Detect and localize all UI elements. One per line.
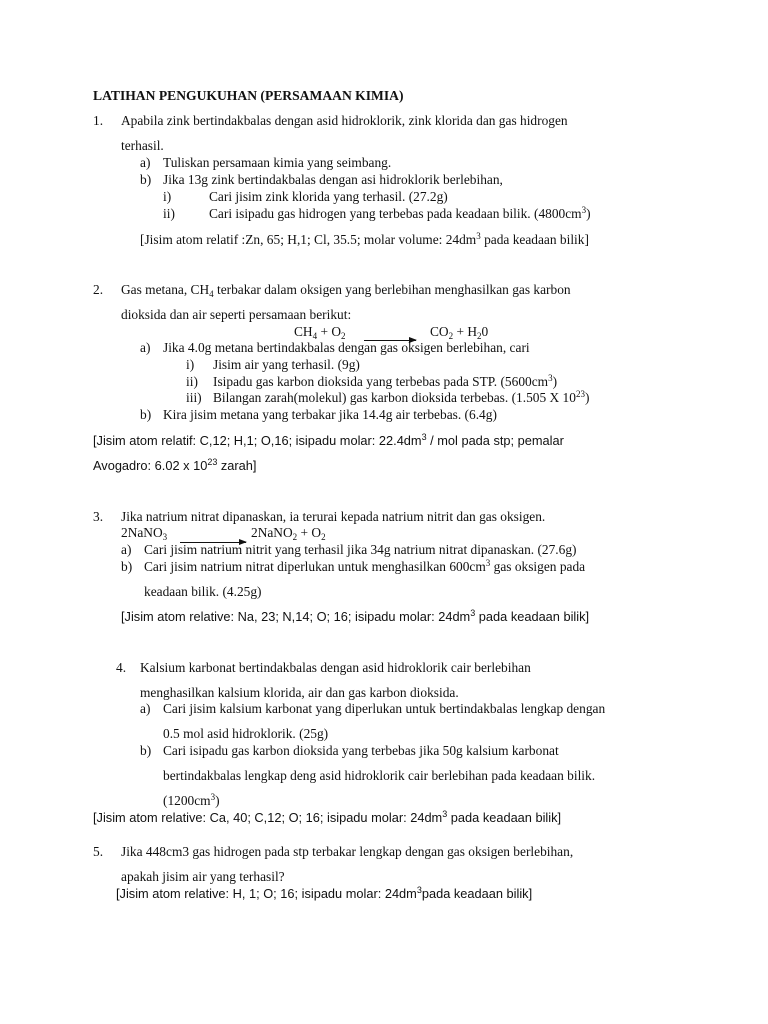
- subpart-label: i): [186, 357, 195, 372]
- equation-reactants: 2NaNO$_3$: [121, 525, 168, 542]
- subpart-label: iii): [186, 390, 202, 405]
- part-text: Cari jisim natrium nitrit yang terhasil jika 34g natrium nitrat dipanaskan. (27.6g): [144, 542, 577, 557]
- subpart-text: Cari jisim zink klorida yang terhasil. (27.2g): [209, 189, 448, 204]
- atomic-data: [Jisim atom relatif: C,12; H,1; O,16; isipadu molar: $22.4dm^3$ / mol pada stp; pemalar: [93, 432, 564, 448]
- question-text: dioksida dan air seperti persamaan berikut:: [121, 307, 352, 322]
- subpart-text: Jisim air yang terhasil. (9g): [213, 357, 360, 372]
- part-label: a): [140, 340, 151, 355]
- part-text: 0.5 mol asid hidroklorik. (25g): [163, 726, 329, 741]
- subpart-label: ii): [186, 374, 198, 389]
- question-text: Jika natrium nitrat dipanaskan, ia terurai kepada natrium nitrit dan gas oksigen.: [121, 509, 546, 524]
- part-label: a): [140, 155, 151, 170]
- question-text: terhasil.: [121, 138, 164, 153]
- part-label: b): [140, 407, 152, 422]
- subpart-label: ii): [163, 206, 175, 221]
- part-label: b): [140, 172, 152, 187]
- question-text: Gas metana, $CH_4$ terbakar dalam oksigen yang berlebihan menghasilkan gas karbon: [121, 282, 571, 299]
- question-text: menghasilkan kalsium klorida, air dan gas karbon dioksida.: [140, 685, 459, 700]
- question-number: 3.: [93, 509, 104, 524]
- atomic-data: [Jisim atom relative: H, 1; O; 16; isipadu molar: $24dm^3pada$ keadaan bilik]: [116, 885, 533, 901]
- subpart-text: Bilangan zarah(molekul) gas karbon dioksida terbebas. (1.505 X $10^{23}$): [213, 389, 590, 405]
- atomic-data: [Jisim atom relative: Ca, 40; C,12; O; 16; isipadu molar: $24dm^3$ pada keadaan bilik]: [93, 809, 562, 825]
- part-text: Cari jisim kalsium karbonat yang diperlukan untuk bertindakbalas lengkap dengan: [163, 701, 606, 716]
- atomic-data: [Jisim atom relatif :Zn, 65; H,1; Cl, 35.5; molar volume: $24dm^3$ pada keadaan bilik]: [140, 231, 589, 247]
- part-text: Cari jisim natrium nitrat diperlukan untuk menghasilkan $600cm^3$ gas oksigen pada: [144, 558, 586, 574]
- part-text: Jika 13g zink bertindakbalas dengan asi hidroklorik berlebihan,: [163, 172, 503, 187]
- question-text: Apabila zink bertindakbalas dengan asid hidroklorik, zink klorida dan gas hidrogen: [121, 113, 568, 128]
- part-label: a): [140, 701, 151, 716]
- part-text: Kira jisim metana yang terbakar jika 14.4g air terbebas. (6.4g): [163, 407, 497, 422]
- atomic-data: Avogadro: 6.02 x $10^{23}$ zarah]: [93, 457, 257, 473]
- part-label: b): [121, 559, 133, 574]
- subpart-label: i): [163, 189, 172, 204]
- equation-reactants: $CH_4 + O_2$: [294, 324, 346, 341]
- part-text: $(1200cm^3)$: [163, 792, 220, 808]
- subpart-text: Cari isipadu gas hidrogen yang terbebas pada keadaan bilik. $(4800cm^3)$: [209, 205, 591, 221]
- part-text: Cari isipadu gas karbon dioksida yang terbebas jika 50g kalsium karbonat: [163, 743, 559, 758]
- part-label: a): [121, 542, 132, 557]
- question-number: 4.: [116, 660, 127, 675]
- question-text: Kalsium karbonat bertindakbalas dengan asid hidroklorik cair berlebihan: [140, 660, 531, 675]
- question-number: 1.: [93, 113, 104, 128]
- question-text: Jika 448cm3 gas hidrogen pada stp terbakar lengkap dengan gas oksigen berlebihan,: [121, 844, 574, 859]
- question-number: 5.: [93, 844, 104, 859]
- equation-products: $CO_2 + H_20$: [430, 324, 489, 341]
- part-text: bertindakbalas lengkap deng asid hidroklorik cair berlebihan pada keadaan bilik.: [163, 768, 596, 783]
- question-text: apakah jisim air yang terhasil?: [121, 869, 285, 884]
- part-text: keadaan bilik. (4.25g): [144, 584, 262, 599]
- part-label: b): [140, 743, 152, 758]
- atomic-data: [Jisim atom relative: Na, 23; N,14; O; 16; isipadu molar: $24dm^3$ pada keadaan bilik]: [121, 608, 590, 624]
- question-number: 2.: [93, 282, 104, 297]
- page-title: LATIHAN PENGUKUHAN (PERSAMAAN KIMIA): [93, 88, 404, 103]
- part-text: Jika 4.0g metana bertindakbalas dengan gas oksigen berlebihan, cari: [163, 340, 530, 355]
- subpart-text: Isipadu gas karbon dioksida yang terbebas pada STP. $(5600cm^3)$: [213, 373, 558, 389]
- part-text: Tuliskan persamaan kimia yang seimbang.: [163, 155, 392, 170]
- equation-products: 2NaNO$_2$ + $O_2$: [251, 525, 326, 542]
